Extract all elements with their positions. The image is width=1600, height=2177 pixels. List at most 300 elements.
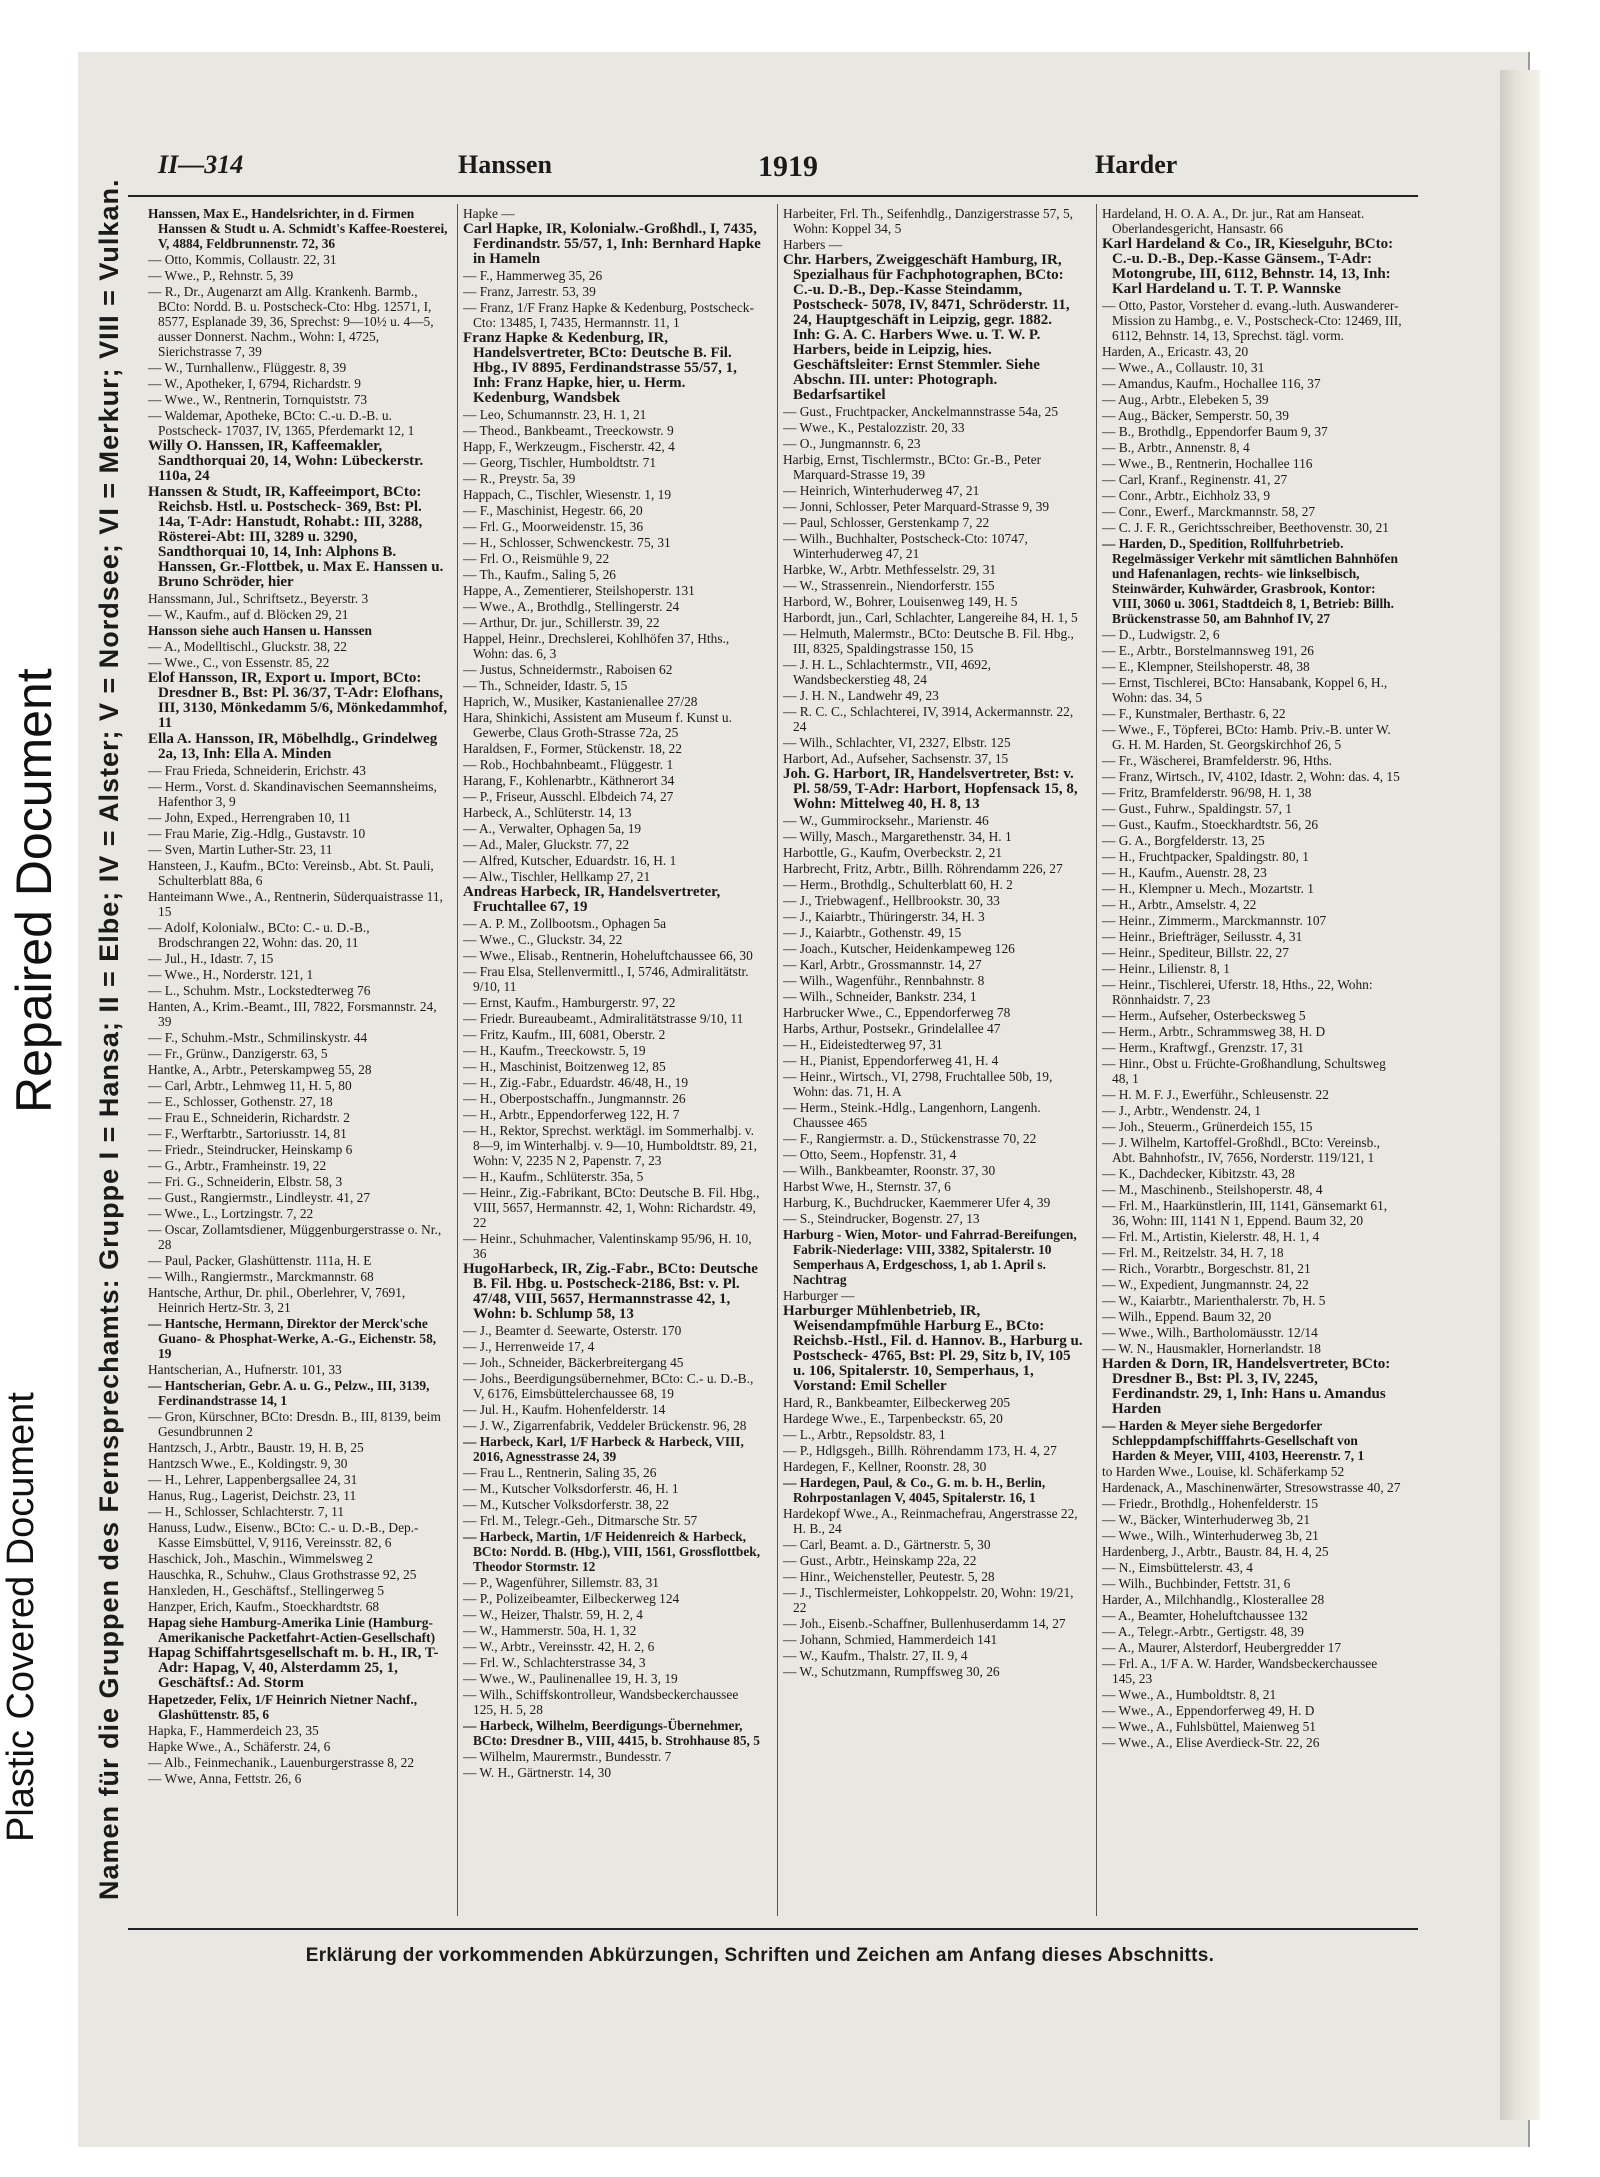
directory-entry: — Wwe., W., Paulinenallee 19, H. 3, 19 [463,1671,678,1686]
directory-entry: Harbottle, G., Kaufm, Overbeckstr. 2, 21 [783,845,1003,860]
directory-entry: — Justus, Schneidermstr., Raboisen 62 [463,662,673,677]
directory-entry: — Paul, Packer, Glashüttenstr. 111a, H. E [148,1253,372,1268]
directory-entry: — W., Turnhallenw., Flüggestr. 8, 39 [148,360,347,375]
directory-entry: — Heinrich, Winterhuderweg 47, 21 [783,483,980,498]
directory-entry: — Wwe., P., Rehnstr. 5, 39 [148,268,294,283]
directory-entry: — B., Arbtr., Annenstr. 8, 4 [1102,440,1250,455]
directory-entry: — Alw., Tischler, Hellkamp 27, 21 [463,869,651,884]
directory-column-4 [1102,206,1402,1916]
directory-entry: — Otto, Seem., Hopfenstr. 31, 4 [783,1147,957,1162]
directory-entry: — Gust., Arbtr., Heinskamp 22a, 22 [783,1553,977,1568]
directory-entry: Hara, Shinkichi, Assistent am Museum f. Kunst u. Gewerbe, Claus Groth-Strasse 72a, 25 [463,710,732,740]
directory-entry: — H., Kaufm., Schlüterstr. 35a, 5 [463,1169,644,1184]
directory-entry: — Fri. G., Schneiderin, Elbstr. 58, 3 [148,1174,343,1189]
directory-entry: — Rob., Hochbahnbeamt., Flüggestr. 1 [463,757,674,772]
directory-entry: — Hantsche, Hermann, Direktor der Merck'sche Guano- & Phosphat-Werke, A.-G., Eichenstr. 58, 19 [148,1316,437,1361]
directory-entry: Hard, R., Bankbeamter, Eilbeckerweg 205 [783,1395,1011,1410]
directory-entry: — J. Wilhelm, Kartoffel-Großhdl., BCto: Vereinsb., Abt. Bahnhofstr., IV, 7656, Norderstr. 119/121, 1 [1102,1135,1381,1165]
directory-entry: Hapke — [463,206,515,221]
directory-entry: Ella A. Hansson, IR, Möbelhdlg., Grindelweg 2a, 13, Inh: Ella A. Minden [148,731,438,762]
directory-entry: — Frau Frieda, Schneiderin, Erichstr. 43 [148,763,366,778]
directory-entry: — Amandus, Kaufm., Hochallee 116, 37 [1102,376,1321,391]
directory-entry: — W., Arbtr., Vereinsstr. 42, H. 2, 6 [463,1639,655,1654]
directory-entry: — Rich., Vorarbtr., Borgeschstr. 81, 21 [1102,1261,1311,1276]
directory-entry: Hardenberg, J., Arbtr., Baustr. 84, H. 4, 25 [1102,1544,1329,1559]
directory-entry: — W., Apotheker, I, 6794, Richardstr. 9 [148,376,361,391]
directory-entry: Hardege Wwe., E., Tarpenbeckstr. 65, 20 [783,1411,1003,1426]
directory-entry: — J., Kaiarbtr., Thüringerstr. 34, H. 3 [783,909,985,924]
directory-entry: — Fr., Wäscherei, Bramfelderstr. 96, Hths. [1102,753,1332,768]
directory-entry: — F., Maschinist, Hegestr. 66, 20 [463,503,643,518]
directory-entry: — Frl. O., Reismühle 9, 22 [463,551,610,566]
directory-entry: — H., Schlosser, Schwenckestr. 75, 31 [463,535,671,550]
directory-column-2 [463,206,763,1916]
directory-entry: — H., Kaufm., Treeckowstr. 5, 19 [463,1043,646,1058]
directory-entry: — H., Arbtr., Eppendorferweg 122, H. 7 [463,1107,680,1122]
directory-entry: — A., Beamter, Hoheluftchaussee 132 [1102,1608,1308,1623]
directory-entry: — Fritz, Bramfelderstr. 96/98, H. 1, 38 [1102,785,1312,800]
directory-entry: — R., Preystr. 5a, 39 [463,471,576,486]
directory-entry: — H., Pianist, Eppendorferweg 41, H. 4 [783,1053,999,1068]
directory-entry: Hanssmann, Jul., Schriftsetz., Beyerstr. 3 [148,591,369,606]
directory-entry: — Harden & Meyer siehe Bergedorfer Schleppdampfschifffahrts-Gesellschaft von Harden & Meyer, VIII, 4103, Heerenstr. 7, 1 [1102,1418,1365,1463]
directory-entry: — Alfred, Kutscher, Eduardstr. 16, H. 1 [463,853,677,868]
directory-entry: Hansson siehe auch Hansen u. Hanssen [148,623,372,638]
directory-entry: — M., Kutscher Volksdorferstr. 38, 22 [463,1497,669,1512]
directory-entry: — Wilh., Bankbeamter, Roonstr. 37, 30 [783,1163,996,1178]
directory-entry: Hanteimann Wwe., A., Rentnerin, Süderquaistrasse 11, 15 [148,889,443,919]
directory-entry: — Wilh., Wagenführ., Rennbahnstr. 8 [783,973,985,988]
directory-entry: — Wilhelm, Maurermstr., Bundesstr. 7 [463,1749,672,1764]
directory-column-1 [148,206,448,1916]
directory-entry: — Frl. M., Telegr.-Geh., Ditmarsche Str. 57 [463,1513,698,1528]
directory-entry: — E., Arbtr., Borstelmannsweg 191, 26 [1102,643,1314,658]
directory-entry: Hantke, A., Arbtr., Peterskampweg 55, 28 [148,1062,372,1077]
directory-entry: Harbke, W., Arbtr. Methfesselstr. 29, 31 [783,562,997,577]
directory-entry: — P., Hdlgsgeh., Billh. Röhrendamm 173, H. 4, 27 [783,1443,1057,1458]
directory-entry: — Sven, Martin Luther-Str. 23, 11 [148,842,333,857]
directory-entry: — Wwe., A., Eppendorferweg 49, H. D [1102,1703,1315,1718]
directory-entry: — M., Maschinenb., Steilshoperstr. 48, 4 [1102,1182,1323,1197]
directory-entry: — J. H. L., Schlachtermstr., VII, 4692, Wandsbeckerstieg 48, 24 [783,657,992,687]
directory-entry: Harbeiter, Frl. Th., Seifenhdlg., Danzigerstrasse 57, 5, Wohn: Koppel 34, 5 [783,206,1074,236]
directory-entry: — Wwe., A., Elise Averdieck-Str. 22, 26 [1102,1735,1320,1750]
directory-entry: Harbrecht, Fritz, Arbtr., Billh. Röhrendamm 226, 27 [783,861,1063,876]
plastic-covered-label: Plastic Covered Document [0,1392,42,1842]
directory-entry: Harburger — [783,1288,855,1303]
directory-entry: — Heinr., Briefträger, Seilusstr. 4, 31 [1102,929,1303,944]
directory-entry: — C. J. F. R., Gerichtsschreiber, Beethovenstr. 30, 21 [1102,520,1389,535]
directory-entry: — J., Herrenweide 17, 4 [463,1339,595,1354]
directory-entry: Hantscherian, A., Hufnerstr. 101, 33 [148,1362,342,1377]
directory-entry: — Wwe., A., Fuhlsbüttel, Maienweg 51 [1102,1719,1316,1734]
directory-entry: — Hantscherian, Gebr. A. u. G., Pelzw., III, 3139, Ferdinandstrasse 14, 1 [148,1378,430,1408]
directory-entry: — Oscar, Zollamtsdiener, Müggenburgerstrasse o. Nr., 28 [148,1222,442,1252]
directory-entry: — F., Kunstmaler, Berthastr. 6, 22 [1102,706,1286,721]
directory-entry: — Waldemar, Apotheke, BCto: C.-u. D.-B. u. Postscheck- 17037, IV, 1365, Pferdemarkt 12, 1 [148,408,415,438]
directory-entry: — A., Verwalter, Ophagen 5a, 19 [463,821,642,836]
directory-entry: — W., Bäcker, Winterhuderweg 3b, 21 [1102,1512,1311,1527]
directory-entry: Hantzsch Wwe., E., Koldingstr. 9, 30 [148,1456,348,1471]
directory-entry: Hanus, Rug., Lagerist, Deichstr. 23, 11 [148,1488,357,1503]
directory-entry: — Th., Schneider, Idastr. 5, 15 [463,678,628,693]
directory-entry: — A., Modelltischl., Gluckstr. 38, 22 [148,639,347,654]
directory-entry: — A., Maurer, Alsterdorf, Heubergredder 17 [1102,1640,1342,1655]
directory-entry: Hapka, F., Hammerdeich 23, 35 [148,1723,319,1738]
directory-entry: — J., Beamter d. Seewarte, Osterstr. 170 [463,1323,682,1338]
footer-rule [128,1928,1418,1930]
directory-entry: — Conr., Ewerf., Marckmannstr. 58, 27 [1102,504,1316,519]
directory-entry: — L., Schuhm. Mstr., Lockstedterweg 76 [148,983,371,998]
directory-entry: — Th., Kaufm., Saling 5, 26 [463,567,616,582]
directory-entry: — Herm., Arbtr., Schrammsweg 38, H. D [1102,1024,1326,1039]
directory-entry: — W., Hammerstr. 50a, H. 1, 32 [463,1623,637,1638]
directory-entry: Hardeland, H. O. A. A., Dr. jur., Rat am Hanseat. Oberlandesgericht, Hansastr. 66 [1102,206,1365,236]
directory-entry: — Helmuth, Malermstr., BCto: Deutsche B. Fil. Hbg., III, 8325, Spaldingstrasse 150, 15 [783,626,1074,656]
directory-entry: Hantzsch, J., Arbtr., Baustr. 19, H. B, 25 [148,1440,364,1455]
directory-entry: — W., Gummirocksehr., Marienstr. 46 [783,813,989,828]
directory-entry: — Wwe., A., Collaustr. 10, 31 [1102,360,1265,375]
directory-entry: — O., Jungmannstr. 6, 23 [783,436,921,451]
directory-entry: Harburg - Wien, Motor- und Fahrrad-Bereifungen, Fabrik-Niederlage: VIII, 3382, Spitalerstr. 10 Semperhaus A, Erdgeschoss, 1, ab 1. April s. Nachtrag [783,1227,1077,1287]
directory-entry: Haprich, W., Musiker, Kastanienallee 27/28 [463,694,698,709]
directory-entry: — Frl. G., Moorweidenstr. 15, 36 [463,519,644,534]
directory-entry: — A., Telegr.-Arbtr., Gertigstr. 48, 39 [1102,1624,1304,1639]
directory-entry: — Otto, Kommis, Collaustr. 22, 31 [148,252,337,267]
directory-entry: — Frau E., Schneiderin, Richardstr. 2 [148,1110,350,1125]
directory-entry: Harbig, Ernst, Tischlermstr., BCto: Gr.-B., Peter Marquard-Strasse 19, 39 [783,452,1042,482]
directory-entry: Hanuss, Ludw., Eisenw., BCto: C.- u. D.-B., Dep.-Kasse Eimsbüttel, V, 9116, Vereinsstr. 82, 6 [148,1520,419,1550]
directory-entry: — F., Werftarbtr., Sartoriusstr. 14, 81 [148,1126,347,1141]
directory-entry: — Wwe., H., Norderstr. 121, 1 [148,967,314,982]
directory-entry: — Wwe., W., Rentnerin, Tornquiststr. 73 [148,392,368,407]
directory-entry: Hanssen & Studt, IR, Kaffeeimport, BCto: Reichsb. Hstl. u. Postscheck- 369, Bst: Pl. 14a, T-Adr: Hanstudt, Rohabt.: III, 3288, Rösterei-Abt: III, 3289 u. 3290, Sandthorquai 10, 14, Inh: Alphons B. Hanssen, Gr.-Flottbek, u. Max E. Hanssen u. Bruno Schröder, hier [148,484,444,590]
directory-entry: — Franz, Wirtsch., IV, 4102, Idastr. 2, Wohn: das. 4, 15 [1102,769,1400,784]
directory-entry: — Herm., Aufseher, Osterbecksweg 5 [1102,1008,1306,1023]
directory-entry: Harburger Mühlenbetrieb, IR, Weisendampfmühle Harburg E., BCto: Reichsb.-Hstl., Fil. d. Hannov. B., Harburg u. Postscheck- 4765, Bst: Pl. 29, Sitz b, IV, 105 u. 106, Spitalerstr. 10, Semperhaus, 1, Vorstand: Emil Scheller [783,1303,1083,1394]
directory-entry: — Aug., Bäcker, Semperstr. 50, 39 [1102,408,1289,423]
directory-entry: — Ernst, Kaufm., Hamburgerstr. 97, 22 [463,995,676,1010]
directory-entry: — Gust., Fuhrw., Spaldingstr. 57, 1 [1102,801,1292,816]
header-last-name: Harder [1095,150,1178,179]
directory-entry: — W. N., Hausmakler, Hornerlandstr. 18 [1102,1341,1321,1356]
directory-entry: Elof Hansson, IR, Export u. Import, BCto: Dresdner B., Bst: Pl. 36/37, T-Adr: Elofhans, III, 3130, Mönkedamm 5/6, Mönkedammhof, 11 [148,670,448,731]
directory-entry: Hapag Schiffahrtsgesellschaft m. b. H., IR, T-Adr: Hapag, V, 40, Alsterdamm 25, 1, Geschäftsf.: Ad. Storm [148,1645,439,1691]
directory-entry: — Franz, 1/F Franz Hapke & Kedenburg, Postscheck-Cto: 13485, I, 7435, Hermannstr. 11, 1 [463,300,754,330]
directory-entry: Haraldsen, F., Former, Stückenstr. 18, 22 [463,741,682,756]
directory-entry: — Herm., Brothdlg., Schulterblatt 60, H. 2 [783,877,1013,892]
directory-entry: — John, Exped., Herrengraben 10, 11 [148,810,351,825]
directory-entry: — Theod., Bankbeamt., Treeckowstr. 9 [463,423,674,438]
directory-entry: — Harbeck, Wilhelm, Beerdigungs-Übernehmer, BCto: Dresdner B., VIII, 4415, b. Strohhause 85, 5 [463,1718,760,1748]
directory-entry: — Wwe., K., Pestalozzistr. 20, 33 [783,420,965,435]
directory-entry: Harburg, K., Buchdrucker, Kaemmerer Ufer 4, 39 [783,1195,1051,1210]
directory-entry: — H., Rektor, Sprechst. werktägl. im Sommerhalbj. v. 8—9, im Winterhalbj. v. 9—10, Humboldtstr. 89, 21, Wohn: V, 2235 N 2, Papenstr. 7, 23 [463,1123,757,1168]
directory-entry: Hardekopf Wwe., A., Reinmachefrau, Angerstrasse 22, H. B., 24 [783,1506,1078,1536]
directory-entry: — Wwe., F., Töpferei, BCto: Hamb. Priv.-B. unter W. G. H. M. Harden, St. Georgskirchhof 26, 5 [1102,722,1391,752]
directory-entry: — Friedr., Steindrucker, Heinskamp 6 [148,1142,353,1157]
directory-entry: — Ernst, Tischlerei, BCto: Hansabank, Koppel 6, H., Wohn: das. 34, 5 [1102,675,1388,705]
directory-entry: Harbers — [783,237,843,252]
directory-entry: — Johs., Beerdigungsübernehmer, BCto: C.- u. D.-B., V, 6176, Eimsbüttelerchaussee 68, 19 [463,1371,754,1401]
directory-entry: — Franz, Jarrestr. 53, 39 [463,284,596,299]
directory-entry: — H., Kaufm., Auenstr. 28, 23 [1102,865,1267,880]
directory-entry: — H., Zig.-Fabr., Eduardstr. 46/48, H., 19 [463,1075,689,1090]
directory-entry: Hapetzeder, Felix, 1/F Heinrich Nietner Nachf., Glashüttenstr. 85, 6 [148,1692,418,1722]
directory-entry: — Frl. M., Artistin, Kielerstr. 48, H. 1, 4 [1102,1229,1320,1244]
directory-entry: — Heinr., Wirtsch., VI, 2798, Fruchtallee 50b, 19, Wohn: das. 71, H. A [783,1069,1053,1099]
directory-entry: Hansteen, J., Kaufm., BCto: Vereinsb., Abt. St. Pauli, Schulterblatt 88a, 6 [148,858,434,888]
directory-entry: Hantsche, Arthur, Dr. phil., Oberlehrer, V, 7691, Heinrich Hertz-Str. 3, 21 [148,1285,406,1315]
directory-entry: — Jonni, Schlosser, Peter Marquard-Strasse 9, 39 [783,499,1050,514]
directory-entry: — Georg, Tischler, Humboldtstr. 71 [463,455,657,470]
directory-entry: — H., Schlosser, Schlachterstr. 7, 11 [148,1504,345,1519]
directory-entry: — H., Eideistedterweg 97, 31 [783,1037,943,1052]
directory-entry: — W., Strassenrein., Niendorferstr. 155 [783,578,995,593]
directory-entry: — Friedr. Bureaubeamt., Admiralitätstrasse 9/10, 11 [463,1011,744,1026]
directory-entry: — H., Arbtr., Amselstr. 4, 22 [1102,897,1257,912]
directory-entry: — Leo, Schumannstr. 23, H. 1, 21 [463,407,647,422]
directory-entry: — Wwe, Anna, Fettstr. 26, 6 [148,1771,302,1786]
directory-entry: — P., Friseur, Ausschl. Elbdeich 74, 27 [463,789,674,804]
vertical-band [82,178,138,1910]
directory-entry: — Willy, Masch., Margarethenstr. 34, H. 1 [783,829,1012,844]
directory-entry: Harbordt, jun., Carl, Schlachter, Langereihe 84, H. 1, 5 [783,610,1078,625]
directory-entry: Happel, Heinr., Drechslerei, Kohlhöfen 37, Hths., Wohn: das. 6, 3 [463,631,730,661]
directory-entry: — Wilh., Buchhalter, Postscheck-Cto: 10747, Winterhuderweg 47, 21 [783,531,1028,561]
directory-entry: — Wwe., B., Rentnerin, Hochallee 116 [1102,456,1313,471]
directory-entry: — Gust., Fruchtpacker, Anckelmannstrasse 54a, 25 [783,404,1059,419]
directory-entry: — Herm., Kraftwgf., Grenzstr. 17, 31 [1102,1040,1304,1055]
directory-entry: — Hinr., Obst u. Früchte-Großhandlung, Schultsweg 48, 1 [1102,1056,1386,1086]
directory-entry: — Otto, Pastor, Vorsteher d. evang.-luth. Auswanderer-Mission zu Hambg., e. V., Postscheck-Cto: 12469, III, 6112, Behnstr. 14, 13, Sprechst. tägl. vorm. [1102,298,1402,343]
directory-entry: — Friedr., Brothdlg., Hohenfelderstr. 15 [1102,1496,1319,1511]
directory-entry: — S., Steindrucker, Bogenstr. 27, 13 [783,1211,980,1226]
directory-entry: Happe, A., Zementierer, Steilshoperstr. 131 [463,583,695,598]
header-year: 1919 [758,150,818,183]
directory-entry: — Wwe., Elisab., Rentnerin, Hoheluftchaussee 66, 30 [463,948,753,963]
directory-entry: — Harden, D., Spedition, Rollfuhrbetrieb. Regelmässiger Verkehr mit sämtlichen Bahnhöfen und Hafenanlagen, rechts- wie linkselbisch, Steinwärder, Kuhwärder, Grasbrook, Kontor: VIII, 3060 u. 3061, Stadtdeich 8, 1, Betrieb: Billh. Brückenstrasse 50, am Bahnhof IV, 27 [1102,536,1398,626]
directory-entry: Harbord, W., Bohrer, Louisenweg 149, H. 5 [783,594,1018,609]
directory-entry: — B., Brothdlg., Eppendorfer Baum 9, 37 [1102,424,1328,439]
directory-entry: — J., Arbtr., Wendenstr. 24, 1 [1102,1103,1261,1118]
directory-entry: Karl Hardeland & Co., IR, Kieselguhr, BCto: C.-u. D.-B., Dep.-Kasse Gänsem., T-Adr: Motongrube, III, 6112, Behnstr. 14, 13, Inh: Karl Hardeland u. T. T. P. Wannske [1102,236,1394,297]
directory-entry: Chr. Harbers, Zweiggeschäft Hamburg, IR, Spezialhaus für Fachphotographen, BCto: C.-u. D.-B., Dep.-Kasse Steindamm, Postscheck- 5078, IV, 8471, Schröderstr. 11, 24, Hauptgeschäft in Leipzig, gegr. 1882. Inh: G. A. C. Harbers Wwe. u. T. W. P. Harbers, beide in Leipzig, hies. Geschäftsleiter: Ernst Stemmler. Siehe Abschn. III. unter: Photograph. Bedarfsartikel [783,252,1070,403]
directory-entry: — Frau Marie, Zig.-Hdlg., Gustavstr. 10 [148,826,366,841]
directory-entry: — W., Heizer, Thalstr. 59, H. 2, 4 [463,1607,643,1622]
directory-entry: — Ad., Maler, Gluckstr. 77, 22 [463,837,630,852]
directory-entry: — Wilh., Buchbinder, Fettstr. 31, 6 [1102,1576,1291,1591]
directory-column-3 [783,206,1083,1916]
directory-entry: — Wilh., Eppend. Baum 32, 20 [1102,1309,1272,1324]
directory-entry: — Heinr., Tischlerei, Uferstr. 18, Hths., 22, Wohn: Rönnhaidstr. 7, 23 [1102,977,1373,1007]
phone-exchange-groups-note: Namen für die Gruppen des Fernsprechamts: Gruppe I = Hansa; II = Elbe; IV = Alster; V = Nordsee; VI = Merkur; VIII = Vulkan. [94,178,124,1900]
directory-entry: — W. H., Gärtnerstr. 14, 30 [463,1765,612,1780]
directory-entry: — Wwe., A., Humboldtstr. 8, 21 [1102,1687,1277,1702]
directory-entry: Hapag siehe Hamburg-Amerika Linie (Hamburg-Amerikanische Packetfahrt-Actien-Gesellschaft) [148,1615,436,1645]
directory-entry: Harden, A., Ericastr. 43, 20 [1102,344,1249,359]
directory-entry: Hardegen, F., Kellner, Roonstr. 28, 30 [783,1459,987,1474]
repaired-document-label: Repaired Document [6,668,62,1113]
directory-entry: — D., Ludwigstr. 2, 6 [1102,627,1220,642]
directory-entry: — Karl, Arbtr., Grossmannstr. 14, 27 [783,957,982,972]
directory-entry: — Frl. A., 1/F A. W. Harder, Wandsbeckerchaussee 145, 23 [1102,1656,1378,1686]
column-divider [1096,204,1097,1916]
directory-entry: — Joh., Steuerm., Grünerdeich 155, 15 [1102,1119,1313,1134]
directory-entry: Harder, A., Milchhandlg., Klosterallee 28 [1102,1592,1325,1607]
directory-entry: — Jul. H., Kaufm. Hohenfelderstr. 14 [463,1402,666,1417]
directory-entry: — E., Schlosser, Gothenstr. 27, 18 [148,1094,333,1109]
directory-entry: — J., Tischlermeister, Lohkoppelstr. 20, Wohn: 19/21, 22 [783,1585,1074,1615]
directory-entry: — Gust., Rangiermstr., Lindleystr. 41, 27 [148,1190,371,1205]
directory-entry: Hanzper, Erich, Kaufm., Stoeckhardtstr. 68 [148,1599,380,1614]
directory-entry: — R., Dr., Augenarzt am Allg. Krankenh. Barmb., BCto: Nordd. B. u. Postscheck-Cto: Hbg. 12571, I, 8577, Esplanade 39, 36, Sprechst: 9—10½ u. 4—5, ausser Donnerst. Nachm., Wohn: I, 4725, Sierichstrasse 7, 39 [148,284,434,359]
directory-entry: — A. P. M., Zollbootsm., Ophagen 5a [463,916,667,931]
directory-entry: — H., Lehrer, Lappenbergsallee 24, 31 [148,1472,358,1487]
directory-entry: — G., Arbtr., Framheinstr. 19, 22 [148,1158,327,1173]
directory-entry: — Gust., Kaufm., Stoeckhardtstr. 56, 26 [1102,817,1319,832]
directory-entry: — W., Schutzmann, Rumpffsweg 30, 26 [783,1664,1000,1679]
directory-entry: — J., Kaiarbtr., Gothenstr. 49, 15 [783,925,962,940]
directory-entry: — Frl. M., Reitzelstr. 34, H. 7, 18 [1102,1245,1284,1260]
directory-entry: — Heinr., Spediteur, Billstr. 22, 27 [1102,945,1289,960]
directory-entry: — Harbeck, Martin, 1/F Heidenreich & Harbeck, BCto: Nordd. B. (Hbg.), VIII, 1561, Grossflottbek, Theodor Stormstr. 12 [463,1529,761,1574]
column-divider [457,204,458,1916]
directory-entry: — P., Wagenführer, Sillemstr. 83, 31 [463,1575,660,1590]
directory-entry: — Herm., Steink.-Hdlg., Langenhorn, Langenh. Chaussee 465 [783,1100,1041,1130]
directory-entry: Harbrucker Wwe., C., Eppendorferweg 78 [783,1005,1011,1020]
directory-entry: — Wilh., Rangiermstr., Marckmannstr. 68 [148,1269,374,1284]
directory-entry: — Carl, Beamt. a. D., Gärtnerstr. 5, 30 [783,1537,991,1552]
directory-entry: — Johann, Schmied, Hammerdeich 141 [783,1632,998,1647]
page-header [158,150,1428,184]
directory-entry: — Aug., Arbtr., Elebeken 5, 39 [1102,392,1269,407]
directory-entry: Harden & Dorn, IR, Handelsvertreter, BCto: Dresdner B., Bst: Pl. 3, IV, 2245, Ferdinandstr. 29, 1, Inh: Hans u. Amandus Harden [1102,1356,1391,1417]
directory-entry: — Heinr., Zig.-Fabrikant, BCto: Deutsche B. Fil. Hbg., VIII, 5657, Hermannstr. 42, 1, Wohn: Richardstr. 49, 22 [463,1185,760,1230]
directory-entry: — Wwe., Wilh., Bartholomäusstr. 12/14 [1102,1325,1318,1340]
directory-entry: — N., Eimsbüttelerstr. 43, 4 [1102,1560,1254,1575]
directory-entry: — Heinr., Schuhmacher, Valentinskamp 95/96, H. 10, 36 [463,1231,752,1261]
directory-entry: — Wilh., Schiffskontrolleur, Wandsbeckerchaussee 125, H. 5, 28 [463,1687,739,1717]
directory-entry: — Frl. M., Haarkünstlerin, III, 1141, Gänsemarkt 61, 36, Wohn: III, 1141 N 1, Eppend. Baum 32, 20 [1102,1198,1388,1228]
directory-entry: — W., Kaufm., auf d. Blöcken 29, 21 [148,607,349,622]
directory-entry: — Hinr., Weichensteller, Peutestr. 5, 28 [783,1569,995,1584]
directory-entry: Hapke Wwe., A., Schäferstr. 24, 6 [148,1739,331,1754]
directory-entry: — J., Triebwagenf., Hellbrookstr. 30, 33 [783,893,1000,908]
directory-entry: — E., Klempner, Steilshoperstr. 48, 38 [1102,659,1310,674]
directory-entry: Hanxleden, H., Geschäftsf., Stellingerweg 5 [148,1583,385,1598]
directory-entry: — Frau Elsa, Stellenvermittl., I, 5746, Admiralitätstr. 9/10, 11 [463,964,749,994]
directory-entry: — L., Arbtr., Repsoldstr. 83, 1 [783,1427,946,1442]
header-first-name: Hanssen [458,150,552,179]
directory-entry: Happ, F., Werkzeugm., Fischerstr. 42, 4 [463,439,675,454]
directory-entry: — M., Kutscher Volksdorferstr. 46, H. 1 [463,1481,679,1496]
directory-entry: — Wwe., Wilh., Winterhuderweg 3b, 21 [1102,1528,1319,1543]
directory-entry: to Harden Wwe., Louise, kl. Schäferkamp 52 [1102,1464,1345,1479]
directory-entry: — F., Schuhm.-Mstr., Schmilinskystr. 44 [148,1030,368,1045]
directory-entry: — Carl, Kranf., Reginenstr. 41, 27 [1102,472,1288,487]
directory-entry: — Wwe., C., von Essenstr. 85, 22 [148,655,330,670]
directory-entry: Hardenack, A., Maschinenwärter, Stresowstrasse 40, 27 [1102,1480,1401,1495]
directory-entry: — Fr., Grünw., Danzigerstr. 63, 5 [148,1046,328,1061]
directory-entry: Harbort, Ad., Aufseher, Sachsenstr. 37, 15 [783,751,1009,766]
directory-entry: Franz Hapke & Kedenburg, IR, Handelsvertreter, BCto: Deutsche B. Fil. Hbg., IV 8895, Ferdinandstrasse 55/57, 1, Inh: Franz Hapke, hier, u. Herm. Kedenburg, Wandsbek [463,330,737,406]
directory-entry: — Wwe., C., Gluckstr. 34, 22 [463,932,623,947]
directory-entry: — Carl, Arbtr., Lehmweg 11, H. 5, 80 [148,1078,352,1093]
directory-entry: — Hardegen, Paul, & Co., G. m. b. H., Berlin, Rohrpostanlagen V, 4045, Spitalerstr. 16, 1 [783,1475,1046,1505]
directory-entry: — R. C. C., Schlachterei, IV, 3914, Ackermannstr. 22, 24 [783,704,1074,734]
header-rule [128,195,1418,197]
directory-entry: — Wwe., A., Brothdlg., Stellingerstr. 24 [463,599,680,614]
directory-entry: — Fritz, Kaufm., III, 6081, Oberstr. 2 [463,1027,666,1042]
directory-entry: Carl Hapke, IR, Kolonialw.-Großhdl., I, 7435, Ferdinandstr. 55/57, 1, Inh: Bernhard Hapke in Hameln [463,221,761,267]
directory-entry: — Heinr., Zimmerm., Marckmannstr. 107 [1102,913,1327,928]
directory-entry: — Arthur, Dr. jur., Schillerstr. 39, 22 [463,615,660,630]
directory-entry: — Alb., Feinmechanik., Lauenburgerstrasse 8, 22 [148,1755,415,1770]
directory-entry: Harbst Wwe, H., Sternstr. 37, 6 [783,1179,951,1194]
directory-entry: — H., Oberpostschaffn., Jungmannstr. 26 [463,1091,686,1106]
directory-entry: — F., Hammerweg 35, 26 [463,268,603,283]
directory-entry: HugoHarbeck, IR, Zig.-Fabr., BCto: Deutsche B. Fil. Hbg. u. Postscheck-2186, Bst: v. Pl. 47/48, VIII, 5657, Hermannstrasse 42, 1, Wohn: b. Schlump 58, 13 [463,1261,758,1322]
page-edge-shadow [1500,70,1540,2120]
directory-entry: — Gron, Kürschner, BCto: Dresdn. B., III, 8139, beim Gesundbrunnen 2 [148,1409,441,1439]
directory-entry: — Joach., Kutscher, Heidenkampeweg 126 [783,941,1015,956]
directory-entry: — F., Rangiermstr. a. D., Stückenstrasse 70, 22 [783,1131,1037,1146]
directory-entry: — Harbeck, Karl, 1/F Harbeck & Harbeck, VIII, 2016, Agnesstrasse 24, 39 [463,1434,744,1464]
column-divider [777,204,778,1916]
directory-entry: — Paul, Schlosser, Gerstenkamp 7, 22 [783,515,990,530]
directory-entry: Happach, C., Tischler, Wiesenstr. 1, 19 [463,487,672,502]
page-number: II—314 [158,150,244,179]
directory-entry: — W., Kaiarbtr., Marienthalerstr. 7b, H. 5 [1102,1293,1326,1308]
directory-entry: — J. H. N., Landwehr 49, 23 [783,688,939,703]
directory-entry: — Frau L., Rentnerin, Saling 35, 26 [463,1465,657,1480]
directory-entry: — Adolf, Kolonialw., BCto: C.- u. D.-B., Brodschrangen 22, Wohn: das. 20, 11 [148,920,370,950]
directory-entry: — K., Dachdecker, Kibitzstr. 43, 28 [1102,1166,1295,1181]
directory-entry: — J. W., Zigarrenfabrik, Veddeler Brückenstr. 96, 28 [463,1418,747,1433]
directory-entry: — Jul., H., Idastr. 7, 15 [148,951,274,966]
directory-entry: Hanssen, Max E., Handelsrichter, in d. Firmen Hanssen & Studt u. A. Schmidt's Kaffee-Roesterei, V, 4884, Feldbrunnenstr. 72, 36 [148,206,448,251]
directory-entry: — G. A., Borgfelderstr. 13, 25 [1102,833,1265,848]
directory-entry: Joh. G. Harbort, IR, Handelsvertreter, Bst: v. Pl. 58/59, T-Adr: Harbort, Hopfensack 15, 8, Wohn: Mittelweg 40, H. 8, 13 [783,766,1078,812]
directory-entry: — W., Kaufm., Thalstr. 27, II. 9, 4 [783,1648,968,1663]
directory-entry: Andreas Harbeck, IR, Handelsvertreter, Fruchtallee 67, 19 [463,884,721,915]
directory-entry: — H., Klempner u. Mech., Mozartstr. 1 [1102,881,1314,896]
directory-entry: — H. M. F. J., Ewerführ., Schleusenstr. 22 [1102,1087,1329,1102]
directory-entry: — H., Fruchtpacker, Spaldingstr. 80, 1 [1102,849,1309,864]
directory-entry: — Heinr., Lilienstr. 8, 1 [1102,961,1230,976]
directory-entry: Harang, F., Kohlenarbtr., Käthnerort 34 [463,773,675,788]
directory-entry: — Herm., Vorst. d. Skandinavischen Seemannsheims, Hafenthor 3, 9 [148,779,437,809]
directory-entry: — H., Maschinist, Boitzenweg 12, 85 [463,1059,666,1074]
directory-entry: — P., Polizeibeamter, Eilbeckerweg 124 [463,1591,680,1606]
directory-entry: — Wilh., Schneider, Bankstr. 234, 1 [783,989,977,1004]
directory-entry: — Joh., Eisenb.-Schaffner, Bullenhuserdamm 14, 27 [783,1616,1066,1631]
directory-entry: — Frl. W., Schlachterstrasse 34, 3 [463,1655,646,1670]
directory-entry: — Joh., Schneider, Bäckerbreitergang 45 [463,1355,684,1370]
directory-entry: — W., Expedient, Jungmannstr. 24, 22 [1102,1277,1309,1292]
directory-entry: Harbeck, A., Schlüterstr. 14, 13 [463,805,632,820]
directory-entry: Willy O. Hanssen, IR, Kaffeemakler, Sandthorquai 20, 14, Wohn: Lübeckerstr. 110a, 24 [148,438,424,484]
directory-entry: Hauschka, R., Schuhw., Claus Grothstrasse 92, 25 [148,1567,417,1582]
directory-entry: Harbs, Arthur, Postsekr., Grindelallee 47 [783,1021,1001,1036]
directory-entry: Hanten, A., Krim.-Beamt., III, 7822, Forsmannstr. 24, 39 [148,999,437,1029]
directory-entry: — Conr., Arbtr., Eichholz 33, 9 [1102,488,1271,503]
directory-entry: — Wwe., L., Lortzingstr. 7, 22 [148,1206,314,1221]
directory-entry: Haschick, Joh., Maschin., Wimmelsweg 2 [148,1551,373,1566]
footer-note: Erklärung der vorkommenden Abkürzungen, Schriften und Zeichen am Anfang dieses Abschnitts. [305,1945,1215,1966]
directory-entry: — Wilh., Schlachter, VI, 2327, Elbstr. 125 [783,735,1011,750]
